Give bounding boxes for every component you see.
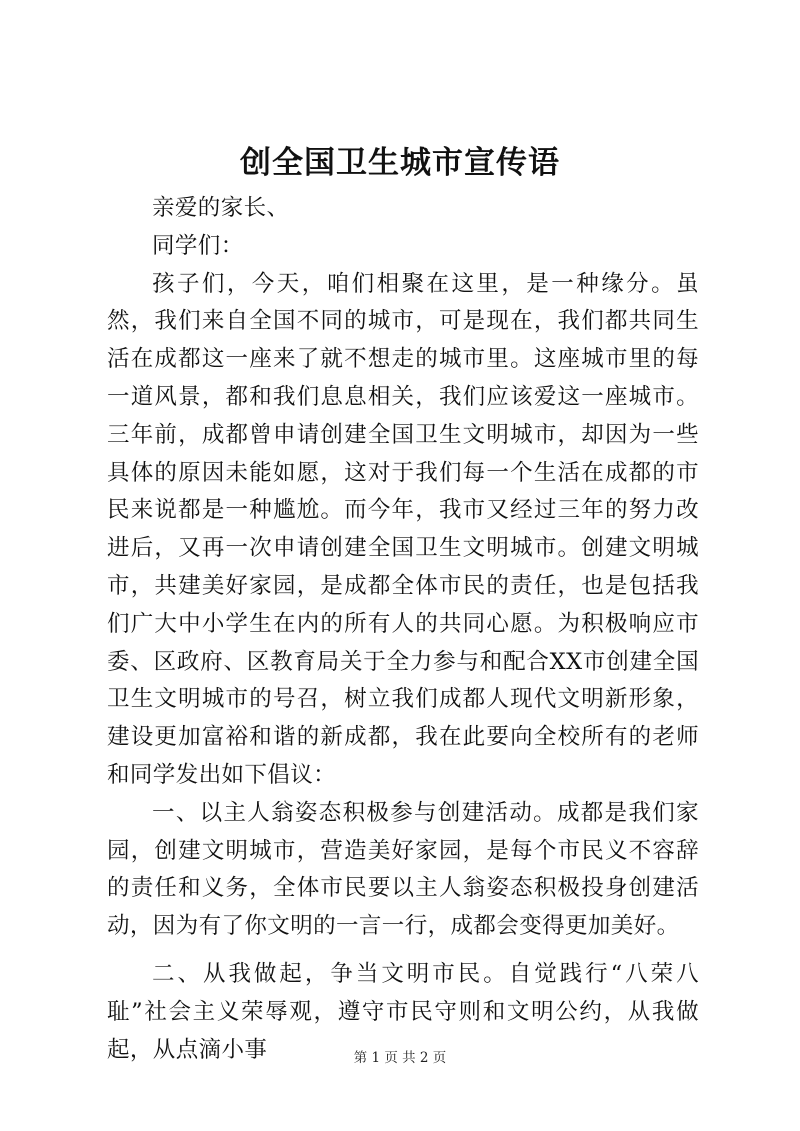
document-title: 创全国卫生城市宣传语 <box>240 145 560 181</box>
paragraph-2: 一、以主人翁姿态积极参与创建活动。成都是我们家园，创建文明城市，营造美好家园，是每个市民义不容辞的责任和义务，全体市民要以主人翁姿态积极投身创建活动，因为有了你文明的一言一行，成都会变得更加美好。 <box>107 799 699 940</box>
paragraph-spacer <box>107 946 699 956</box>
salutation-line-2: 同学们： <box>152 232 244 259</box>
document-body <box>107 190 699 1069</box>
salutation-line-1: 亲爱的家长、 <box>152 195 290 221</box>
paragraph-3: 二、从我做起，争当文明市民。自觉践行“八荣八耻”社会主义荣辱观，遵守市民守则和文明公约，从我做起，从点滴小事 <box>107 960 699 1063</box>
paragraph-1: 孩子们，今天，咱们相聚在这里，是一种缘分。虽然，我们来自全国不同的城市，可是现在，我们都共同生活在成都这一座来了就不想走的城市里。这座城市里的每一道风景，都和我们息息相关，我们应该爱这一座城市。三年前，成都曾申请创建全国卫生文明城市，却因为一些具体的原因未能如愿，这对于我们每一个生活在成都的市民来说都是一种尴尬。而今年，我市又经过三年的努力改进后，又再一次申请创建全国卫生文明城市。创建文明城市，共建美好家园，是成都全体市民的责任，也是包括我们广大中小学生在内的所有人的共同心愿。为积极响应市委、区政府、区教育局关于全力参与和配合XX市创建全国卫生文明城市的号召，树立我们成都人现代文明新形象，建设更加富裕和谐的新成都，我在此要向全校所有的老师和同学发出如下倡议： <box>107 270 699 788</box>
page-footer: 第 1 页 共 2 页 <box>353 1050 447 1066</box>
